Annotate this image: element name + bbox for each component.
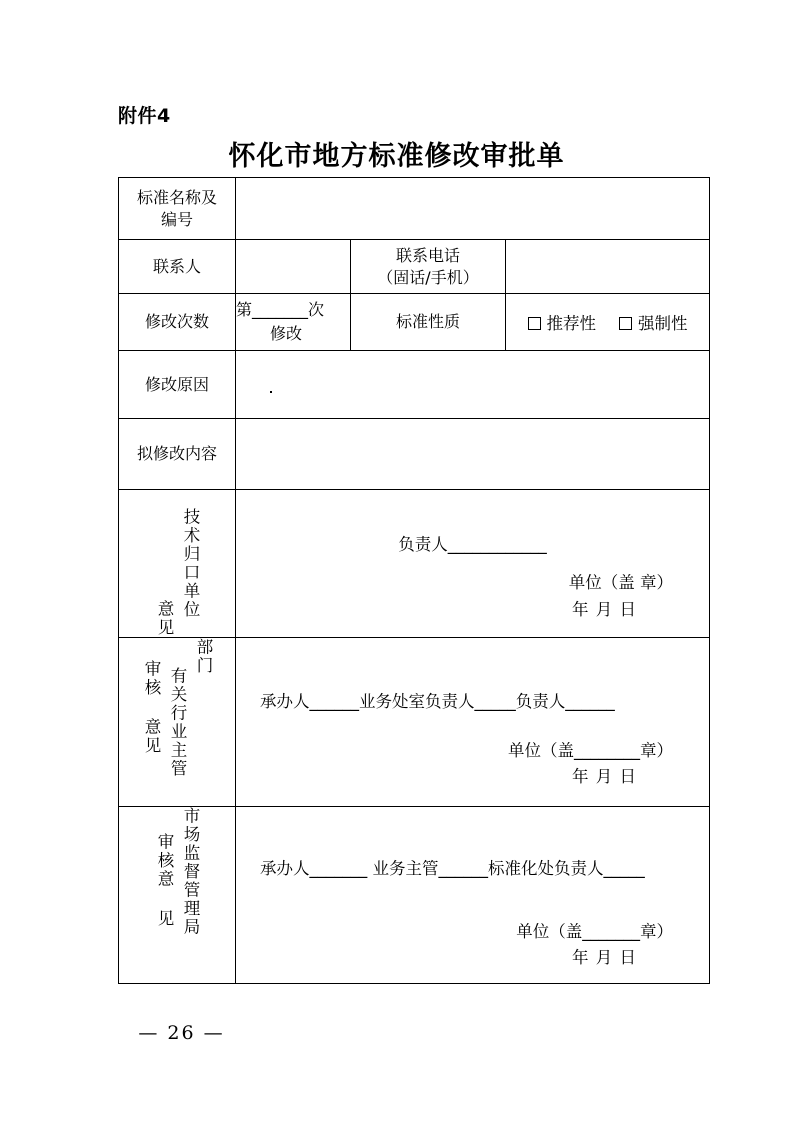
option-label-recommended: 推荐性 (546, 314, 596, 333)
label-standard-nature: 标准性质 (351, 294, 506, 351)
industry-dept-col1: 有关行业主管 (168, 666, 187, 778)
input-revision-content[interactable] (236, 419, 710, 490)
approval-form-table (118, 177, 710, 984)
table-row (119, 294, 710, 351)
input-revision-reason[interactable] (236, 351, 710, 419)
revision-count-line1: 第_______次 (236, 300, 325, 319)
standard-nature-options (506, 294, 710, 351)
market-bureau-signature-area[interactable] (236, 807, 710, 984)
industry-dept-seal: 单位（盖________章） (508, 740, 674, 760)
market-bureau-date: 年 月 日 (572, 948, 638, 968)
input-contact-phone[interactable] (506, 240, 710, 294)
table-row (119, 807, 710, 984)
revision-count-line2: 修改 (269, 324, 302, 343)
table-row (119, 178, 710, 240)
industry-dept-line: 承办人______业务处室负责人_____负责人______ (260, 692, 615, 712)
industry-dept-date: 年 月 日 (572, 767, 638, 787)
input-standard-name[interactable] (236, 178, 710, 240)
input-contact-person[interactable] (236, 240, 351, 294)
page-number (0, 1022, 793, 1044)
table-row (119, 419, 710, 490)
table-row (119, 638, 710, 807)
table-row (119, 240, 710, 294)
industry-dept-signature-area[interactable] (236, 638, 710, 807)
tech-unit-person: 负责人____________ (398, 534, 547, 554)
market-bureau-seal: 单位（盖_______章） (516, 921, 674, 941)
attachment-label: 附件4 (118, 105, 171, 127)
table-row (119, 351, 710, 419)
market-bureau-col2: 审核意 见 (155, 833, 174, 928)
checkbox-icon (528, 317, 541, 330)
label-revision-content: 拟修改内容 (119, 419, 236, 490)
market-bureau-line: 承办人_______ 业务主管______标准化处负责人_____ (260, 859, 645, 879)
label-contact-phone: 联系电话 （固话/手机） (351, 240, 506, 294)
tech-unit-seal: 单位（盖 章） (568, 573, 674, 593)
page-title: 怀化市地方标准修改审批单 (228, 141, 565, 172)
label-revision-count: 修改次数 (119, 294, 236, 351)
table-row (119, 490, 710, 638)
tech-unit-col2: 意见 (155, 600, 174, 637)
market-bureau-col1: 市场监督管理局 (181, 807, 200, 937)
label-standard-name: 标准名称及 编号 (119, 178, 236, 240)
industry-dept-col3: 审核 意见 (142, 660, 161, 755)
label-revision-reason: 修改原因 (119, 351, 236, 419)
tech-unit-signature-area[interactable] (236, 490, 710, 638)
option-label-mandatory: 强制性 (638, 314, 688, 333)
checkbox-recommended[interactable] (528, 310, 597, 334)
checkbox-mandatory[interactable] (619, 310, 688, 334)
tech-unit-col1: 技术归口单位 (181, 508, 200, 619)
label-industry-dept-opinion (119, 638, 236, 807)
tech-unit-date: 年 月 日 (572, 599, 638, 619)
label-market-bureau-opinion (119, 807, 236, 984)
input-revision-count[interactable] (236, 294, 351, 351)
checkbox-icon (619, 317, 632, 330)
label-contact-person: 联系人 (119, 240, 236, 294)
stray-dot (270, 391, 272, 393)
page-number-text: — 26 — (138, 1022, 225, 1044)
label-tech-unit-opinion (119, 490, 236, 638)
industry-dept-col2: 部门 (194, 638, 213, 675)
